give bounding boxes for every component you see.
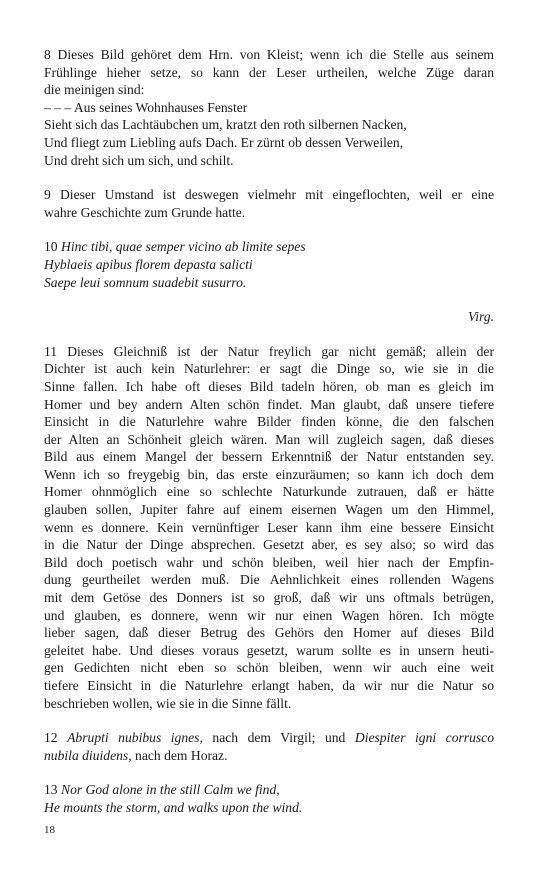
note-number: 10	[44, 239, 58, 255]
page-content	[44, 46, 494, 834]
text-line: Dichter ist auch kein Naturlehrer: er sagt die Dinge so, wie sie in die	[44, 361, 494, 377]
text-line: Sinne fallen. Ich habe oft dieses Bild tadeln hören, ob man es gleich im	[44, 378, 494, 394]
text-line: gen Gedichten nicht eben so schön bleiben, wenn wir auch eine weit	[44, 660, 494, 676]
text-line: in die Natur der Dinge absprechen. Gesetzt aber, es sey also; so wird das	[44, 537, 494, 553]
text-line: wenn es donnere. Kein vernünftiger Leser kann ihm eine bessere Einsicht	[44, 519, 494, 535]
note-number: 13	[44, 782, 58, 798]
text-line	[44, 729, 494, 747]
footnote-8	[44, 46, 494, 169]
latin-quote: Abrupti nubibus ignes,	[67, 730, 203, 746]
verse-line: Sieht sich das Lachtäubchen um, kratzt den roth silbernen Nacken,	[44, 117, 407, 133]
text-line: beschrieben wollen, wie sie in die Sinne fällt.	[44, 695, 292, 711]
text-line: 9 Dieser Umstand ist deswegen vielmehr mit eingeflochten, weil er eine	[44, 187, 494, 203]
text-line: Frühlinge hieher setze, so kann der Leser urtheilen, welche Züge daran	[44, 64, 494, 80]
text-line: glauben sollen, Jupiter fahre auf einem eisernen Wagen um den Himmel,	[44, 502, 494, 518]
footnote-11	[44, 343, 494, 712]
latin-quote: Diespiter igni corrusco	[354, 730, 495, 746]
english-verse: Nor God alone in the still Calm we find,	[61, 782, 280, 798]
footnote-9	[44, 186, 494, 221]
footnote-10	[44, 238, 494, 325]
footnote-12	[44, 729, 494, 764]
text-line: Wenn ich so freygebig bin, das erste einzuräumen; so kann ich doch dem	[44, 466, 494, 482]
text-line: lieber sagen, daß dieser Betrug des Gehörs den Homer auf dieses Bild	[44, 625, 494, 641]
note-number: 12	[44, 730, 58, 746]
latin-verse: Saepe leui somnum suadebit susurro.	[44, 274, 247, 290]
verse-line	[44, 781, 494, 799]
footnote-13	[44, 781, 494, 816]
text-line: Einsicht in die Naturlehre wahre Bilder finden könne, die den falschen	[44, 414, 494, 430]
text-line: geleitet habe. Und dieses voraus gesetzt, warum sollte es in unsern heuti-	[44, 642, 494, 658]
page-number: 18	[44, 824, 55, 836]
text-fragment: nach dem Virgil; und	[212, 730, 346, 746]
text-line: und glauben, es donnere, wenn wir nur einen Wagen hören. Ich mögte	[44, 607, 494, 623]
verse-line: Und fliegt zum Liebling aufs Dach. Er zürnt ob dessen Verweilen,	[44, 134, 404, 150]
text-line: Bild aus einem Mangel der bessern Erkenntniß der Natur entstanden sey.	[44, 449, 494, 465]
text-line: 11 Dieses Gleichniß ist der Natur freylich gar nicht gemäß; allein der	[44, 343, 494, 359]
latin-quote: nubila diuidens,	[44, 747, 132, 763]
text-line: Homer ohnmöglich eine so schlechte Naturkunde zutrauen, daß er hätte	[44, 484, 494, 500]
verse-line	[44, 238, 494, 256]
attribution: Virg.	[467, 309, 494, 325]
verse-line: Und dreht sich um sich, und schilt.	[44, 152, 234, 168]
text-line: dung geurtheilet werden muß. Die Aehnlichkeit eines rollenden Wagens	[44, 572, 494, 588]
text-line: wahre Geschichte zum Grunde hatte.	[44, 204, 246, 220]
text-fragment: nach dem Horaz.	[135, 747, 228, 763]
verse-line: – – – Aus seines Wohnhauses Fenster	[44, 99, 248, 115]
text-line: 8 Dieses Bild gehöret dem Hrn. von Kleist; wenn ich die Stelle aus seinem	[44, 47, 494, 62]
text-line: Homer und bey andern Alten schön findet. Man glaubt, daß unsere tiefere	[44, 396, 494, 412]
latin-verse: Hinc tibi, quae semper vicino ab limite sepes	[61, 239, 306, 255]
english-verse: He mounts the storm, and walks upon the wind.	[44, 799, 303, 815]
text-line: die meinigen sind:	[44, 82, 145, 98]
text-line: mit dem Getöse des Donners ist so groß, daß wir uns oftmals betrügen,	[44, 590, 494, 606]
text-line	[44, 747, 494, 765]
text-line: tiefere Einsicht in die Naturlehre erlangt haben, da wir nur die Natur so	[44, 678, 494, 693]
text-line: Bild doch poetisch wahr und schön bleiben, weil hier nach der Empfin-	[44, 554, 494, 570]
latin-verse: Hyblaeis apibus florem depasta salicti	[44, 256, 253, 272]
text-line: der Alten an Schönheit gleich wären. Man will zugleich sagen, daß dieses	[44, 431, 494, 447]
